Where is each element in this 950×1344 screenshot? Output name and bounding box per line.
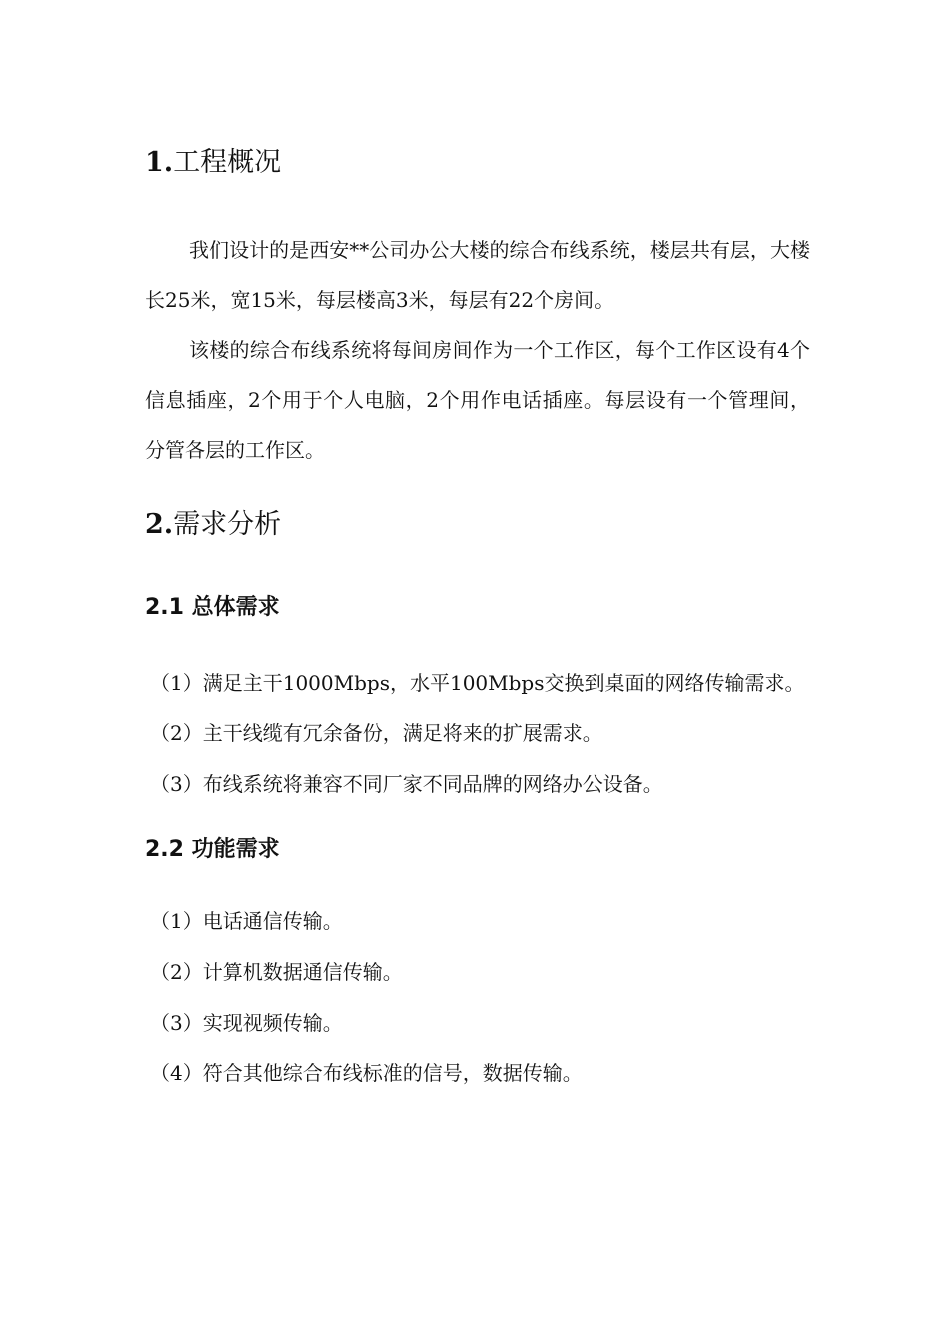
section-2-title: 需求分析 — [173, 509, 282, 540]
function-item-1: （1）电话通信传输。 — [150, 909, 343, 933]
section-1-heading — [145, 146, 281, 180]
requirement-item-1: （1）满足主干1000Mbps，水平100Mbps交换到桌面的网络传输需求。 — [150, 671, 805, 695]
section-1-paragraph-1: 我们设计的是西安**公司办公大楼的综合布线系统，楼层共有层，大楼长25米，宽15米，每层楼高3米，每层有22个房间。 — [145, 238, 810, 312]
section-1-title: 工程概况 — [173, 147, 282, 178]
section-2-heading — [145, 508, 281, 542]
function-item-4: （4）符合其他综合布线标准的信号，数据传输。 — [150, 1061, 583, 1085]
section-2-number: 2. — [145, 509, 174, 540]
subsection-2-1-heading: 2.1 总体需求 — [145, 595, 280, 620]
section-1-paragraph-2: 该楼的综合布线系统将每间房间作为一个工作区，每个工作区设有4个信息插座，2个用于个人电脑，2个用作电话插座。每层设有一个管理间，分管各层的工作区。 — [145, 338, 810, 462]
requirement-item-2: （2）主干线缆有冗余备份，满足将来的扩展需求。 — [150, 721, 603, 745]
requirement-item-3: （3）布线系统将兼容不同厂家不同品牌的网络办公设备。 — [150, 772, 663, 796]
section-1-number: 1. — [145, 147, 174, 178]
subsection-2-2-heading: 2.2 功能需求 — [145, 837, 280, 862]
function-item-2: （2）计算机数据通信传输。 — [150, 960, 403, 984]
function-item-3: （3）实现视频传输。 — [150, 1011, 343, 1035]
